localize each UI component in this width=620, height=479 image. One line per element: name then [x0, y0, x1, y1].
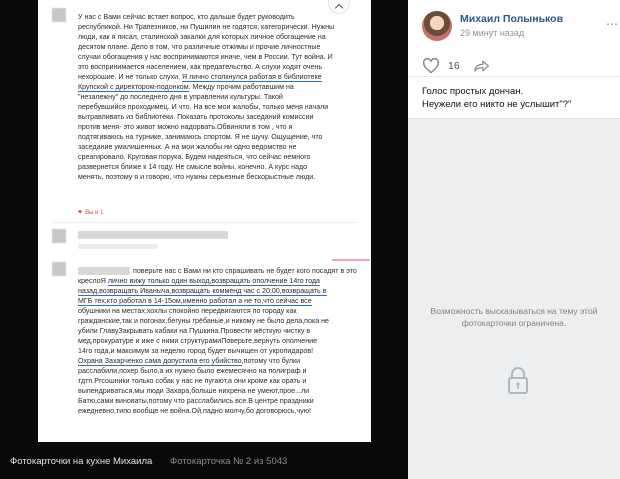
more-icon[interactable]: ⋯	[606, 17, 618, 31]
comment-1-likes: ♥ Вы и 1	[78, 209, 104, 216]
lock-icon	[508, 366, 528, 394]
annotation-arrow	[332, 258, 371, 262]
post-time[interactable]: 29 минут назад	[460, 28, 525, 38]
comments-closed-text: Возможность высказываться на тему этой фотокарточки ограничена.	[430, 306, 598, 328]
comment-2-text: поверьте нас с Вами ни кто спрашивать не будет кого посадят в это креслоЯ лично вижу только один выход,возвращать ополчение 14го года назад,возвращать Иванычa,возвращать комменд час с 20:00,возвращать в МГБ тех,кто работал в 14-15ом,именно работал а не то,что сейчас все обушники на местах,хохлы спокойно передвигаются по городу как гражданские,так и погонах,бегуны грёбаные,и никому не было дела,пока не убили ГлавуЗакрывать кабаки на Пушкина.Провести жёсткую чистку в мед,прокуратуре и иже с ними структурамиПоверьте,вернуть ополчение 14го года,и максимум за неделю город будет вычищен от укропидаров! Охрана Захарченко сама допустила его убийство,потому что булки расслабили,похер было,а их нужно было ежемесячно на полиграф и тдтп.Ргсошники только собак у нас не пугают,а они кроме как орать и выпендриваться,мы люди Захара,больше нихрена не умеют,проe...ли Батю,сами виноваты,потому что расслабились все.В центре праздники ежедневно,типо вообще не война.Ой,падно молчу,бо договорюсь,чую!	[78, 267, 357, 415]
comments-area	[408, 118, 620, 479]
like-heart-icon[interactable]	[422, 58, 440, 74]
divider	[52, 222, 357, 223]
blurred-comment-header	[78, 231, 228, 239]
post-panel	[408, 0, 620, 479]
likes-count: 16	[448, 60, 460, 72]
author-name[interactable]: Михаил Полыньков	[460, 13, 564, 25]
album-caption[interactable]: Фотокарточки на кухне Михаила	[10, 456, 153, 467]
photo-screenshot[interactable]	[38, 0, 371, 442]
comment-1-text: У нас с Вами сейчас встает вопрос, кто дальше будет руководить республикой. Ни Трапезников, ни Пушилин не годятся, категорически. Нужны люди, как я писал, сталинской закалки для которых личное обогащение на десятом плане. Дело в том, что различные отжимы и прочие личностные случаи обогащения у нас воспринимаются иначе, чем в России. Тут война. И это воспринимается населением, как предательство. А слухи ходят очень нехорошие. И не только слухи. Я лично столкнулся работая в библиотеке Крупской с директором-подонком. Между прочим работавшим на "незалежну" до последнего дня в управлении культуры. Такой перебувшийся проходимец. И что. На все мои жалобы, только меня начали вытравливать из библиотеки. Показать протоколы заседаний комиссии против меня- это живот можно надорвать.Обвиняли в том , что я подтягиваюсь на турнике, занимаюсь спортом. Я не шучу. Ощущение, что заседание умалишенных. А на мои жалобы ни одно ведомство не среагировало. Круговая порука. Будем надеяться, что сейчас немного развернется ближе к 14 году. Не смысле войны, конечно. А курс надо менять, поэтому я и говорю, что нужны серьезные бескорыстные люди.	[78, 13, 335, 181]
blurred-avatar	[52, 262, 66, 276]
share-icon[interactable]	[474, 59, 490, 73]
photo-counter: Фотокарточка № 2 из 5043	[170, 456, 288, 467]
heart-icon: ♥	[78, 209, 83, 216]
blurred-comment-meta	[78, 244, 158, 249]
post-actions	[422, 57, 490, 75]
blurred-avatar	[52, 229, 66, 243]
avatar[interactable]	[422, 11, 452, 41]
blurred-avatar	[52, 8, 66, 22]
post-text: Голос простых дончан. Неужели его никто не услышит"?"	[422, 86, 572, 110]
divider	[408, 76, 620, 77]
